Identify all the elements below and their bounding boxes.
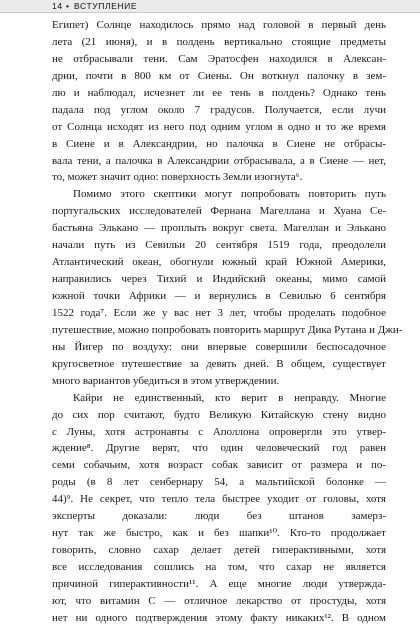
text-line: южной точки Африки — и вернулись в Севилью 6 сентября xyxy=(52,290,386,302)
text-line: ждение⁸. Другие верят, что один человеческий год равен xyxy=(52,442,386,455)
text-line: 1522 года⁷. Если же у вас нет 3 лет, чтобы проделать подобное xyxy=(52,306,386,319)
text-line: говорить, словно сахар делает детей гиперактивными, хотя xyxy=(52,544,386,557)
text-line: до сих пор считают, будто Великую Китайскую стену видно xyxy=(52,408,386,421)
text-line: начали путь из Севильи 20 сентября 1519 года, преодолели xyxy=(52,239,386,252)
body-text xyxy=(52,17,403,627)
text-line: 44)⁹. Не секрет, что тепло тела быстрее уходит от головы, хотя xyxy=(52,493,386,506)
text-line: роды (в 8 лет сенбернару 54, а мальтийской болонке — xyxy=(52,476,386,489)
text-line: нет ни одного подтверждения этому факту никаких¹². В одном xyxy=(52,611,386,624)
text-line: то, может значит одно: поверхность Земли изогнута⁶. xyxy=(52,171,303,184)
page-number: 14 xyxy=(52,1,63,11)
running-head xyxy=(0,0,420,13)
running-head-bullet: • xyxy=(66,1,70,11)
text-line: семи собачьим, хотя возраст собак зависит от размера и по- xyxy=(52,459,386,472)
text-line: португальских исследователей Фернана Магеллана и Хуана Се- xyxy=(52,205,386,218)
text-line: причиной гиперактивности¹¹. А еще многие люди утвержда- xyxy=(52,577,386,590)
text-line: ны Йигер по воздуху: они впервые совершили беспосадочное xyxy=(52,340,386,353)
text-line: от Солнца исходят из него под одним углом в одно и то же время xyxy=(52,120,386,133)
text-line: Египет) Солнце находилось прямо над головой в первый день xyxy=(52,19,386,31)
text-line: много вариантов убедиться в этом утверждении. xyxy=(52,374,280,387)
text-line: кругосветное путешествие за девять дней. В общем, существует xyxy=(52,357,386,370)
text-line: нут так же быстро, как и без шапки¹⁰. Кто-то продолжает xyxy=(52,527,386,540)
text-line: Помимо этого скептики могут попробовать повторить путь xyxy=(73,188,386,201)
text-line: бастьяна Элькано — проплыть вокруг света. Магеллан и Элькано xyxy=(52,222,386,235)
text-line: в Сиене и в Александрии, но палочка в Сиене не отбрасы- xyxy=(52,137,386,150)
text-line: все исследования сошлись на том, что сахар не является xyxy=(52,561,386,573)
text-line: эксперты доказали: люди без штанов замерз- xyxy=(52,510,386,523)
text-line: падала под углом около 7 градусов. Получается, если лучи xyxy=(52,103,386,116)
text-line: Атлантический океан, обогнули южный край Южной Америки, xyxy=(52,256,386,269)
text-line: лета (21 июня), и в полдень вертикально стоящие предметы xyxy=(52,35,386,48)
text-line: Кайри не единственный, кто верит в неправду. Многие xyxy=(73,391,386,404)
section-title: ВСТУПЛЕНИЕ xyxy=(74,1,138,11)
text-line: ют, что витамин С — отличное лекарство от простуды, хотя xyxy=(52,594,386,607)
text-line: с Луны, хотя астронавты с Аполлона опровергли это утвер- xyxy=(52,425,386,438)
text-line: лю и наблюдал, исчезнет ли ее тень в полдень? Однако тень xyxy=(52,86,386,99)
text-line: путешествие, можно попробовать повторить маршрут Дика Рутана и Джи- xyxy=(52,323,403,336)
text-line: вала тени, а палочка в Александрии отбрасывала, а в Сиене — нет, xyxy=(52,154,386,167)
text-line: дрии, почти в 800 км от Сиены. Он воткнул палочку в зем- xyxy=(52,69,386,82)
text-line: не отбрасывали тени. Сам Эратосфен находился в Алексан- xyxy=(52,52,386,65)
text-line: направились через Тихий и Индийский океаны, мимо самой xyxy=(52,273,386,286)
